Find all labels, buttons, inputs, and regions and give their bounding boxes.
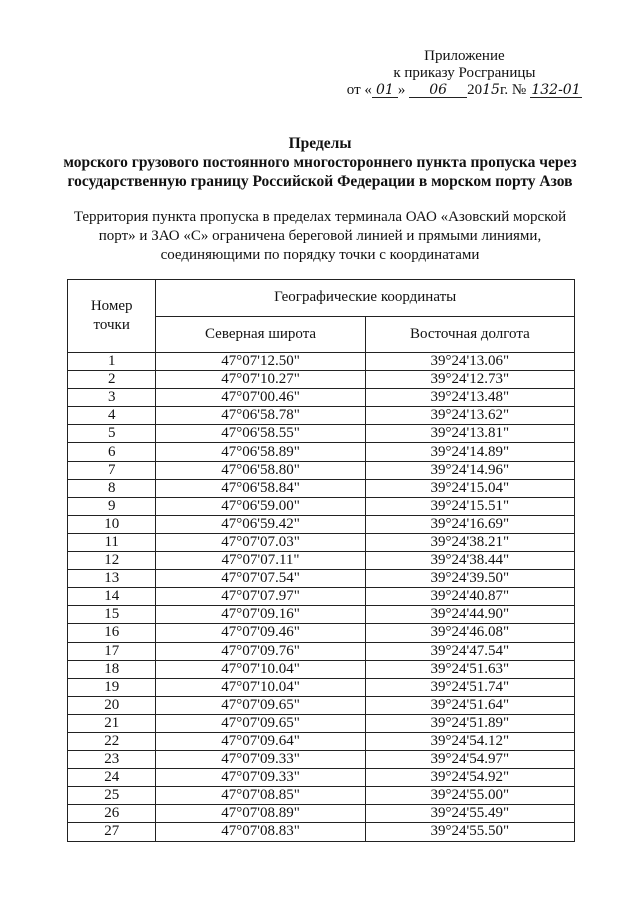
- year-prefix: 20: [467, 82, 483, 98]
- longitude-cell: 39°24'54.97": [365, 751, 574, 769]
- longitude-cell: 39°24'13.48": [365, 389, 574, 407]
- intro-line-2: порт» и ЗАО «С» ограничена береговой линией и прямыми линиями,: [98, 228, 542, 244]
- latitude-cell: 47°07'09.46": [156, 624, 365, 642]
- point-number-cell: 21: [68, 714, 156, 732]
- point-number-cell: 7: [68, 461, 156, 479]
- table-row: [68, 588, 575, 606]
- point-number-cell: 15: [68, 606, 156, 624]
- table-row: [68, 696, 575, 714]
- longitude-cell: 39°24'44.90": [365, 606, 574, 624]
- longitude-cell: 39°24'46.08": [365, 624, 574, 642]
- point-number-cell: 23: [68, 751, 156, 769]
- title-line-3: государственную границу Российской Федерации в морском порту Азов: [67, 173, 573, 190]
- point-number-cell: 6: [68, 443, 156, 461]
- longitude-cell: 39°24'12.73": [365, 371, 574, 389]
- point-number-cell: 9: [68, 497, 156, 515]
- point-number-cell: 14: [68, 588, 156, 606]
- point-number-cell: 24: [68, 769, 156, 787]
- latitude-cell: 47°06'58.80": [156, 461, 365, 479]
- table-row: [68, 515, 575, 533]
- table-row: [68, 533, 575, 551]
- point-number-cell: 22: [68, 732, 156, 750]
- longitude-cell: 39°24'16.69": [365, 515, 574, 533]
- table-row: [68, 371, 575, 389]
- point-number-cell: 13: [68, 570, 156, 588]
- table-row: [68, 407, 575, 425]
- latitude-cell: 47°07'07.11": [156, 552, 365, 570]
- longitude-cell: 39°24'55.50": [365, 823, 574, 841]
- date-month: 06: [409, 83, 467, 98]
- coordinates-table: [67, 279, 575, 842]
- point-number-cell: 26: [68, 805, 156, 823]
- longitude-cell: 39°24'54.92": [365, 769, 574, 787]
- point-number-cell: 27: [68, 823, 156, 841]
- column-header-latitude: Северная широта: [156, 316, 365, 353]
- point-number-cell: 12: [68, 552, 156, 570]
- table-row: [68, 425, 575, 443]
- point-number-cell: 3: [68, 389, 156, 407]
- point-number-cell: 16: [68, 624, 156, 642]
- latitude-cell: 47°06'58.89": [156, 443, 365, 461]
- longitude-cell: 39°24'13.62": [365, 407, 574, 425]
- column-header-longitude: Восточная долгота: [365, 316, 574, 353]
- title-line-1: Пределы: [288, 135, 352, 152]
- date-day: 01: [372, 83, 398, 98]
- point-number-cell: 18: [68, 660, 156, 678]
- point-number-cell: 1: [68, 353, 156, 371]
- latitude-cell: 47°07'08.89": [156, 805, 365, 823]
- longitude-cell: 39°24'15.04": [365, 479, 574, 497]
- point-number-cell: 5: [68, 425, 156, 443]
- table-row: [68, 606, 575, 624]
- table-row: [68, 624, 575, 642]
- latitude-cell: 47°06'58.55": [156, 425, 365, 443]
- latitude-cell: 47°07'10.04": [156, 660, 365, 678]
- point-number-cell: 2: [68, 371, 156, 389]
- latitude-cell: 47°07'08.85": [156, 787, 365, 805]
- appendix-header: [347, 48, 582, 99]
- latitude-cell: 47°07'00.46": [156, 389, 365, 407]
- latitude-cell: 47°06'58.84": [156, 479, 365, 497]
- longitude-cell: 39°24'15.51": [365, 497, 574, 515]
- point-number-cell: 17: [68, 642, 156, 660]
- latitude-cell: 47°07'09.33": [156, 769, 365, 787]
- latitude-cell: 47°07'10.27": [156, 371, 365, 389]
- table-row: [68, 552, 575, 570]
- latitude-cell: 47°06'59.00": [156, 497, 365, 515]
- longitude-cell: 39°24'51.89": [365, 714, 574, 732]
- number-prefix: г. №: [499, 82, 527, 98]
- date-prefix: от «: [346, 82, 372, 98]
- title-line-2: морского грузового постоянного многостороннего пункта пропуска через: [63, 154, 577, 171]
- longitude-cell: 39°24'14.96": [365, 461, 574, 479]
- longitude-cell: 39°24'39.50": [365, 570, 574, 588]
- latitude-cell: 47°07'10.04": [156, 678, 365, 696]
- column-header-geo: Географические координаты: [156, 280, 575, 317]
- table-row: [68, 805, 575, 823]
- point-number-cell: 11: [68, 533, 156, 551]
- latitude-cell: 47°07'09.76": [156, 642, 365, 660]
- order-number: 132-01: [531, 82, 581, 98]
- latitude-cell: 47°07'09.33": [156, 751, 365, 769]
- longitude-cell: 39°24'55.49": [365, 805, 574, 823]
- table-row: [68, 823, 575, 841]
- latitude-cell: 47°07'08.83": [156, 823, 365, 841]
- appendix-date-line: [347, 82, 582, 99]
- table-row: [68, 678, 575, 696]
- latitude-cell: 47°07'07.03": [156, 533, 365, 551]
- table-row: [68, 443, 575, 461]
- longitude-cell: 39°24'38.21": [365, 533, 574, 551]
- point-number-cell: 4: [68, 407, 156, 425]
- longitude-cell: 39°24'47.54": [365, 642, 574, 660]
- column-header-number: Номер точки: [68, 280, 156, 353]
- table-row: [68, 570, 575, 588]
- point-number-cell: 8: [68, 479, 156, 497]
- longitude-cell: 39°24'55.00": [365, 787, 574, 805]
- latitude-cell: 47°07'09.65": [156, 714, 365, 732]
- point-number-cell: 25: [68, 787, 156, 805]
- intro-paragraph: [48, 208, 592, 265]
- table-row: [68, 461, 575, 479]
- latitude-cell: 47°06'58.78": [156, 407, 365, 425]
- longitude-cell: 39°24'13.81": [365, 425, 574, 443]
- table-row: [68, 769, 575, 787]
- latitude-cell: 47°07'12.50": [156, 353, 365, 371]
- document-title: [40, 134, 600, 191]
- point-number-cell: 20: [68, 696, 156, 714]
- table-row: [68, 642, 575, 660]
- appendix-title: Приложение: [424, 48, 505, 64]
- coordinates-table-body: [68, 353, 575, 842]
- longitude-cell: 39°24'54.12": [365, 732, 574, 750]
- latitude-cell: 47°06'59.42": [156, 515, 365, 533]
- latitude-cell: 47°07'07.54": [156, 570, 365, 588]
- table-row: [68, 389, 575, 407]
- table-row: [68, 353, 575, 371]
- longitude-cell: 39°24'38.44": [365, 552, 574, 570]
- point-number-cell: 19: [68, 678, 156, 696]
- intro-line-3: соединяющими по порядку точки с координатами: [160, 247, 480, 263]
- latitude-cell: 47°07'07.97": [156, 588, 365, 606]
- point-number-cell: 10: [68, 515, 156, 533]
- table-row: [68, 714, 575, 732]
- date-mid: »: [397, 82, 406, 98]
- intro-line-1: Территория пункта пропуска в пределах терминала ОАО «Азовский морской: [73, 209, 567, 225]
- longitude-cell: 39°24'51.74": [365, 678, 574, 696]
- year-suffix: 15: [482, 82, 500, 98]
- longitude-cell: 39°24'51.64": [365, 696, 574, 714]
- latitude-cell: 47°07'09.64": [156, 732, 365, 750]
- longitude-cell: 39°24'40.87": [365, 588, 574, 606]
- latitude-cell: 47°07'09.65": [156, 696, 365, 714]
- table-row: [68, 497, 575, 515]
- table-row: [68, 732, 575, 750]
- table-row: [68, 479, 575, 497]
- table-row: [68, 787, 575, 805]
- longitude-cell: 39°24'14.89": [365, 443, 574, 461]
- longitude-cell: 39°24'51.63": [365, 660, 574, 678]
- longitude-cell: 39°24'13.06": [365, 353, 574, 371]
- latitude-cell: 47°07'09.16": [156, 606, 365, 624]
- table-row: [68, 660, 575, 678]
- table-row: [68, 751, 575, 769]
- appendix-order-ref: к приказу Росграницы: [393, 65, 536, 81]
